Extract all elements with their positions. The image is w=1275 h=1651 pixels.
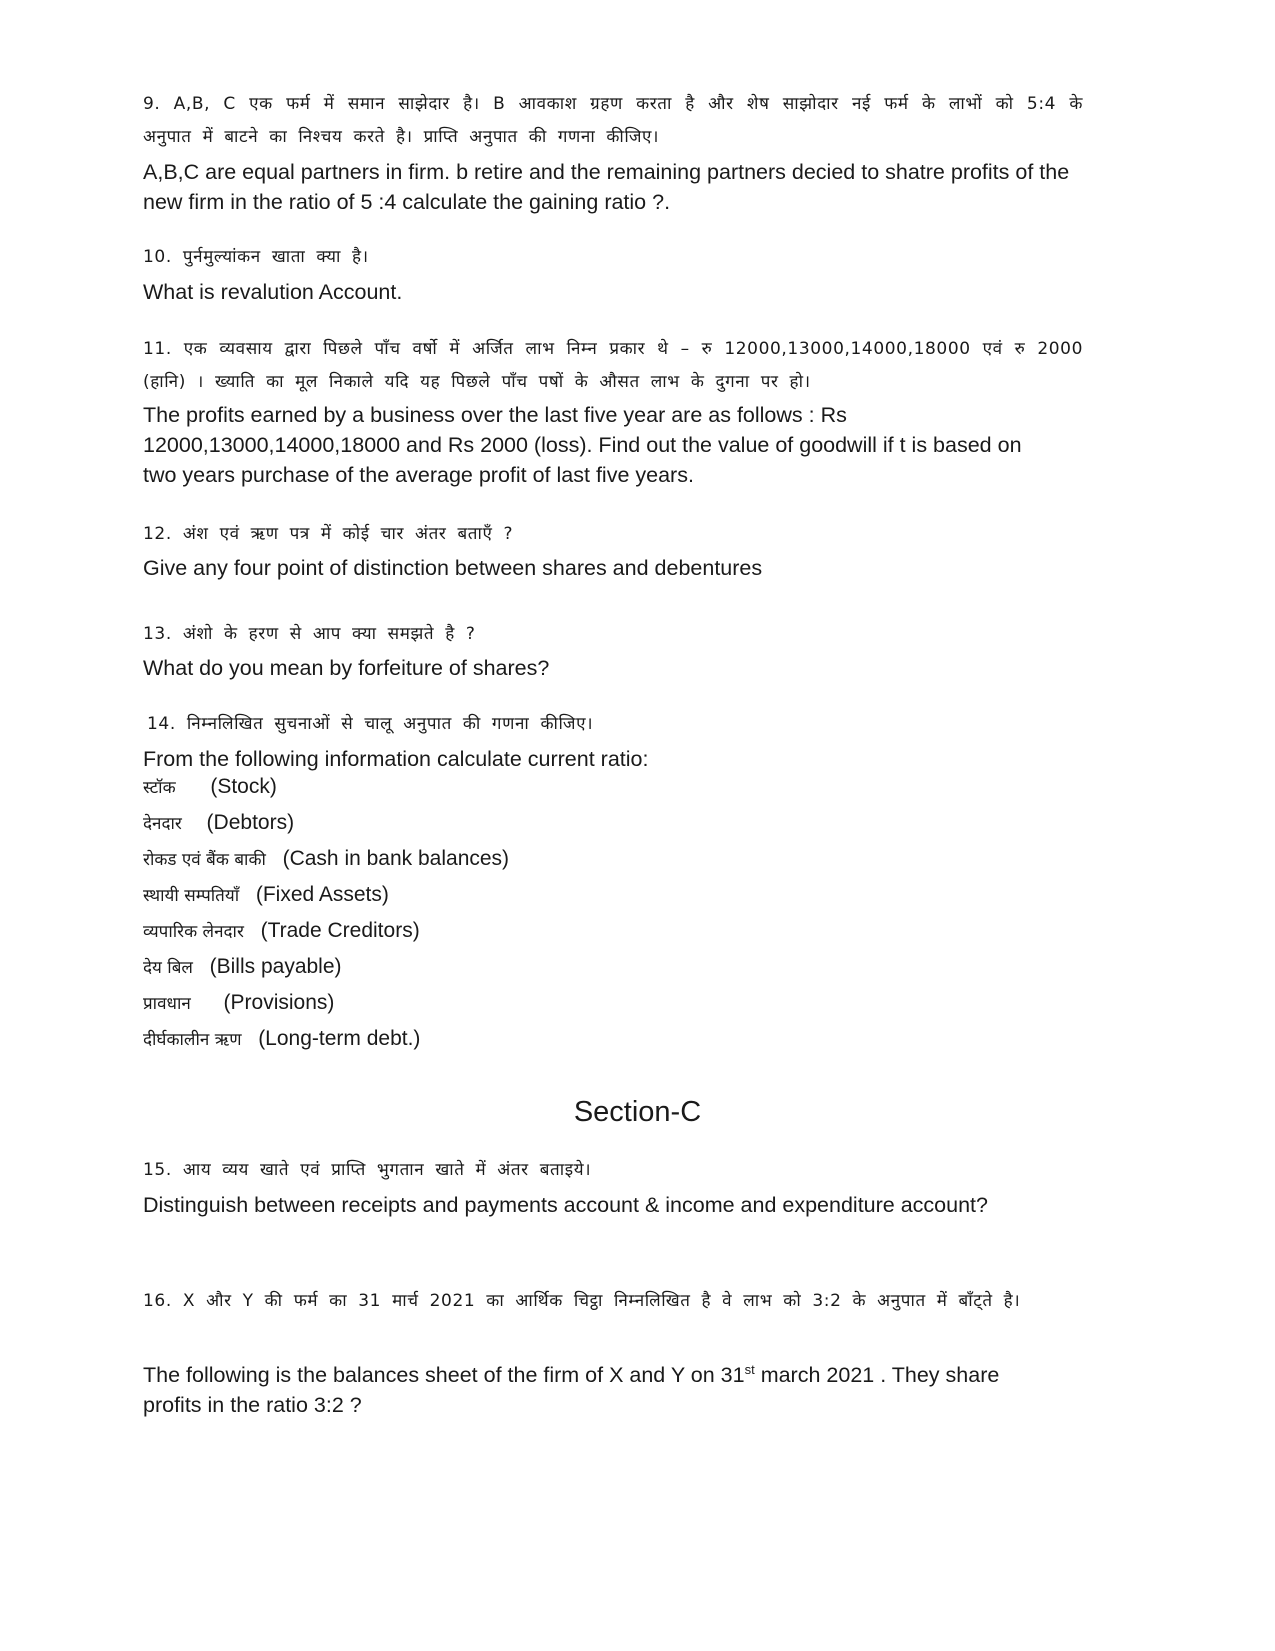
q9-english: A,B,C are equal partners in firm. b retire and the remaining partners decied to shatre profits of the new firm in the ratio of 5 :4 calculate the gaining ratio ?. (143, 160, 1070, 214)
q14-item-fixed-assets (143, 882, 389, 907)
item-hindi: व्यपारिक लेनदार (143, 922, 244, 942)
q9-hindi: 9. A,B, C एक फर्म में समान साझेदार है। B आवकाश ग्रहण करता है और शेष साझोदार नई फर्म के लाभों को 5:4 के अनुपात में बाटने का निश्चय करते है। प्राप्ति अनुपात की गणना कीजिए। (143, 94, 1083, 147)
q10-hindi: 10. पुर्नमुल्यांकन खाता क्या है। (143, 247, 369, 267)
item-english: (Trade Creditors) (260, 919, 420, 942)
item-hindi: दीर्घकालीन ऋण (143, 1030, 242, 1050)
q14-item-trade-creditors (143, 918, 420, 943)
q16-hindi: 16. X और Y की फर्म का 31 मार्च 2021 का आर्थिक चिट्ठा निम्नलिखित है वे लाभ को 3:2 के अनुपात में बाँट्ते है। (143, 1291, 1021, 1311)
ordinal-suffix: st (744, 1362, 755, 1377)
q10-english: What is revalution Account. (143, 280, 403, 304)
item-english: (Debtors) (206, 811, 295, 834)
item-english: (Stock) (210, 775, 277, 798)
item-hindi: रोकड एवं बैंक बाकी (143, 850, 266, 870)
item-english: (Cash in bank balances) (282, 847, 510, 870)
item-hindi: प्रावधान (143, 994, 191, 1014)
item-hindi: स्टॉक (143, 778, 176, 798)
q11-english: The profits earned by a business over the last five year are as follows : Rs 12000,13000,14000,18000 and Rs 2000 (loss). Find out the value of goodwill if t is based on two years purchase of the average profit of last five years. (143, 403, 1022, 487)
item-english: (Provisions) (223, 991, 335, 1014)
q16-english-part2: march 2021 . They share profits in the ratio 3:2 ? (143, 1363, 1000, 1418)
q15-english: Distinguish between receipts and payments account & income and expenditure account? (143, 1193, 988, 1217)
item-english: (Long-term debt.) (258, 1027, 421, 1050)
item-hindi: देय बिल (143, 958, 193, 978)
section-heading: Section-C (573, 1096, 702, 1128)
item-hindi: देनदार (143, 814, 182, 834)
item-english: (Fixed Assets) (255, 883, 389, 906)
q11-hindi: 11. एक व्यवसाय द्वारा पिछले पाँच वर्षो में अर्जित लाभ निम्न प्रकार थे – रु 12000,13000,14000,18000 एवं रु 2000 (हानि) । ख्याति का मूल निकाले यदि यह पिछले पाँच पषों के औसत लाभ के दुगना पर हो। (143, 339, 1083, 392)
q14-item-bills-payable (143, 954, 342, 979)
q16-english (143, 1355, 1023, 1420)
q12-english: Give any four point of distinction between shares and debentures (143, 556, 763, 580)
q14-item-provisions (143, 990, 334, 1015)
q14-item-cash (143, 846, 509, 871)
q13-hindi: 13. अंशो के हरण से आप क्या समझते है ? (143, 624, 476, 644)
q14-item-stock (143, 774, 277, 799)
q14-item-long-term-debt (143, 1026, 420, 1051)
q14-english: From the following information calculate current ratio: (143, 747, 649, 771)
q16-english-part1: The following is the balances sheet of the firm of X and Y on 31 (143, 1363, 745, 1388)
q14-item-debtors (143, 810, 294, 835)
q12-hindi: 12. अंश एवं ऋण पत्र में कोई चार अंतर बताएँ ? (143, 524, 514, 544)
q15-hindi: 15. आय व्यय खाते एवं प्राप्ति भुगतान खाते में अंतर बताइये। (143, 1160, 592, 1180)
q13-english: What do you mean by forfeiture of shares? (143, 656, 550, 680)
item-hindi: स्थायी सम्पतियाँ (143, 886, 240, 906)
item-english: (Bills payable) (209, 955, 342, 978)
q14-hindi: 14. निम्नलिखित सुचनाओं से चालू अनुपात की गणना कीजिए। (147, 714, 594, 734)
